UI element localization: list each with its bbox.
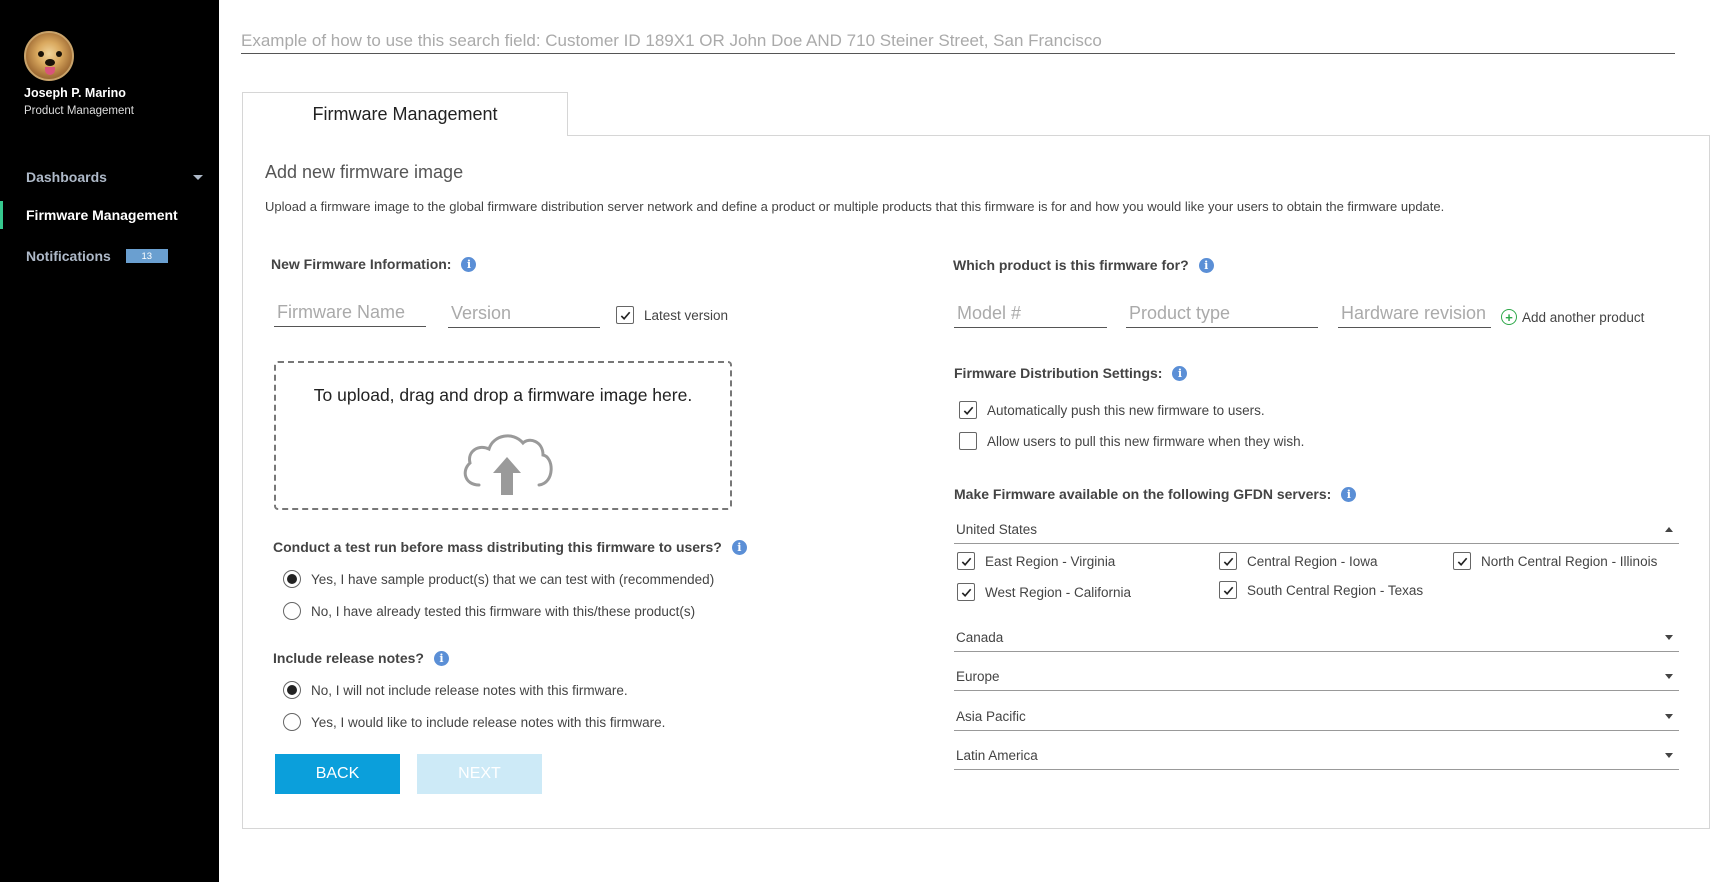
firmware-info-label-text: New Firmware Information: bbox=[271, 256, 452, 272]
chevron-down-icon[interactable] bbox=[1665, 635, 1673, 640]
next-button[interactable]: NEXT bbox=[417, 754, 542, 794]
checkmark-icon bbox=[960, 586, 973, 599]
chevron-down-icon[interactable] bbox=[1665, 753, 1673, 758]
hardware-revision-placeholder: Hardware revision bbox=[1341, 303, 1487, 323]
firmware-info-label bbox=[271, 256, 476, 272]
product-type-input[interactable] bbox=[1126, 300, 1318, 328]
firmware-name-placeholder: Firmware Name bbox=[277, 302, 406, 322]
user-role: Product Management bbox=[24, 105, 134, 117]
release-notes-option-no[interactable] bbox=[283, 681, 628, 699]
sidebar-item-notifications[interactable] bbox=[0, 242, 219, 270]
subregion-central-iowa[interactable] bbox=[1219, 552, 1378, 570]
version-placeholder: Version bbox=[451, 303, 512, 323]
avatar-eye bbox=[38, 51, 44, 57]
release-notes-label-text: Include release notes? bbox=[273, 650, 424, 666]
subregion-east-virginia[interactable] bbox=[957, 552, 1115, 570]
subregion-north-central-illinois[interactable] bbox=[1453, 552, 1657, 570]
page-description: Upload a firmware image to the global firmware distribution server network and define a product or multiple products that this firmware is for and how you would like your users to obtain the firmware update. bbox=[265, 199, 1445, 214]
tab-label: Firmware Management bbox=[312, 104, 498, 124]
subregion-label: West Region - California bbox=[985, 584, 1132, 600]
latest-version-checkbox[interactable] bbox=[616, 306, 634, 324]
test-run-option-no[interactable] bbox=[283, 602, 695, 620]
sidebar-item-dashboards[interactable] bbox=[0, 163, 219, 191]
release-notes-option-yes[interactable] bbox=[283, 713, 665, 731]
avatar-eye bbox=[56, 51, 62, 57]
user-name: Joseph P. Marino bbox=[24, 86, 126, 100]
region-canada[interactable] bbox=[954, 624, 1679, 652]
region-asia-pacific[interactable] bbox=[954, 703, 1679, 731]
distribution-label-text: Firmware Distribution Settings: bbox=[954, 365, 1163, 381]
chevron-up-icon[interactable] bbox=[1665, 527, 1673, 532]
chevron-down-icon[interactable] bbox=[1665, 714, 1673, 719]
auto-push-label: Automatically push this new firmware to users. bbox=[987, 402, 1265, 418]
info-icon[interactable]: i bbox=[1172, 366, 1187, 381]
avatar-nose bbox=[45, 59, 55, 66]
checkmark-icon bbox=[1222, 555, 1235, 568]
firmware-dropzone[interactable] bbox=[274, 361, 732, 510]
checkmark-icon bbox=[1456, 555, 1469, 568]
allow-pull-checkbox[interactable] bbox=[959, 432, 977, 450]
notification-count-badge: 13 bbox=[126, 249, 168, 263]
region-name: Canada bbox=[956, 630, 1004, 645]
checkmark-icon bbox=[619, 309, 632, 322]
chevron-down-icon[interactable] bbox=[193, 175, 203, 180]
servers-label-text: Make Firmware available on the following GFDN servers: bbox=[954, 486, 1332, 502]
test-run-yes-label: Yes, I have sample product(s) that we can test with (recommended) bbox=[311, 571, 715, 587]
product-type-placeholder: Product type bbox=[1129, 303, 1231, 323]
sidebar-item-firmware-management[interactable] bbox=[0, 201, 219, 229]
west-california-checkbox[interactable] bbox=[957, 583, 975, 601]
latest-version-label: Latest version bbox=[644, 307, 729, 323]
firmware-name-input[interactable] bbox=[274, 299, 426, 327]
add-another-product-button[interactable] bbox=[1501, 309, 1644, 325]
subregion-label: North Central Region - Illinois bbox=[1481, 553, 1658, 569]
allow-pull-checkbox-row[interactable] bbox=[959, 432, 1304, 450]
south-central-texas-checkbox[interactable] bbox=[1219, 581, 1237, 599]
avatar[interactable] bbox=[24, 31, 74, 81]
test-run-yes-radio[interactable] bbox=[283, 570, 301, 588]
subregion-label: East Region - Virginia bbox=[985, 553, 1116, 569]
allow-pull-label: Allow users to pull this new firmware when they wish. bbox=[987, 433, 1305, 449]
release-notes-yes-radio[interactable] bbox=[283, 713, 301, 731]
subregion-west-california[interactable] bbox=[957, 583, 1131, 601]
product-label bbox=[953, 257, 1214, 273]
info-icon[interactable]: i bbox=[1199, 258, 1214, 273]
test-run-no-label: No, I have already tested this firmware with this/these product(s) bbox=[311, 603, 696, 619]
distribution-label bbox=[954, 365, 1187, 381]
back-button[interactable]: BACK bbox=[275, 754, 400, 794]
north-central-illinois-checkbox[interactable] bbox=[1453, 552, 1471, 570]
dropzone-text: To upload, drag and drop a firmware image here. bbox=[313, 385, 693, 405]
release-notes-yes-label: Yes, I would like to include release notes with this firmware. bbox=[311, 714, 666, 730]
cloud-upload-icon bbox=[457, 425, 557, 495]
region-name: Latin America bbox=[956, 748, 1038, 763]
region-name: United States bbox=[956, 522, 1038, 537]
model-number-placeholder: Model # bbox=[957, 303, 1022, 323]
add-icon: + bbox=[1501, 309, 1517, 325]
region-europe[interactable] bbox=[954, 663, 1679, 691]
region-name: Europe bbox=[956, 669, 1000, 684]
checkmark-icon bbox=[1222, 584, 1235, 597]
model-number-input[interactable] bbox=[954, 300, 1107, 328]
east-virginia-checkbox[interactable] bbox=[957, 552, 975, 570]
region-united-states[interactable] bbox=[954, 516, 1679, 544]
add-another-product-label: Add another product bbox=[1522, 309, 1645, 325]
subregion-south-central-texas[interactable] bbox=[1219, 581, 1423, 599]
sidebar-item-label: Firmware Management bbox=[26, 207, 178, 223]
servers-label bbox=[954, 486, 1356, 502]
central-iowa-checkbox[interactable] bbox=[1219, 552, 1237, 570]
subregion-label: Central Region - Iowa bbox=[1247, 553, 1378, 569]
test-run-no-radio[interactable] bbox=[283, 602, 301, 620]
auto-push-checkbox[interactable] bbox=[959, 401, 977, 419]
test-run-label-text: Conduct a test run before mass distributing this firmware to users? bbox=[273, 539, 722, 555]
auto-push-checkbox-row[interactable] bbox=[959, 401, 1265, 419]
info-icon[interactable]: i bbox=[1341, 487, 1356, 502]
release-notes-label bbox=[273, 650, 449, 666]
search-input[interactable] bbox=[241, 28, 1675, 54]
page-title: Add new firmware image bbox=[265, 162, 464, 182]
hardware-revision-input[interactable] bbox=[1338, 300, 1491, 328]
region-latin-america[interactable] bbox=[954, 742, 1679, 770]
info-icon[interactable]: i bbox=[732, 540, 747, 555]
release-notes-no-label: No, I will not include release notes with this firmware. bbox=[311, 682, 628, 698]
sidebar bbox=[0, 0, 219, 882]
info-icon[interactable]: i bbox=[461, 257, 476, 272]
sidebar-item-label: Dashboards bbox=[26, 169, 107, 185]
tab-firmware-management[interactable] bbox=[242, 92, 568, 136]
checkmark-icon bbox=[962, 404, 975, 417]
sidebar-item-label: Notifications bbox=[26, 248, 111, 264]
test-run-label bbox=[273, 539, 747, 555]
release-notes-no-radio[interactable] bbox=[283, 681, 301, 699]
product-label-text: Which product is this firmware for? bbox=[953, 257, 1189, 273]
info-icon[interactable]: i bbox=[434, 651, 449, 666]
test-run-option-yes[interactable] bbox=[283, 570, 714, 588]
checkmark-icon bbox=[960, 555, 973, 568]
avatar-tongue bbox=[45, 67, 55, 75]
chevron-down-icon[interactable] bbox=[1665, 674, 1673, 679]
version-input[interactable] bbox=[448, 300, 600, 328]
firmware-panel bbox=[242, 135, 1710, 829]
region-name: Asia Pacific bbox=[956, 709, 1026, 724]
latest-version-checkbox-row[interactable] bbox=[616, 306, 728, 324]
subregion-label: South Central Region - Texas bbox=[1247, 582, 1424, 598]
